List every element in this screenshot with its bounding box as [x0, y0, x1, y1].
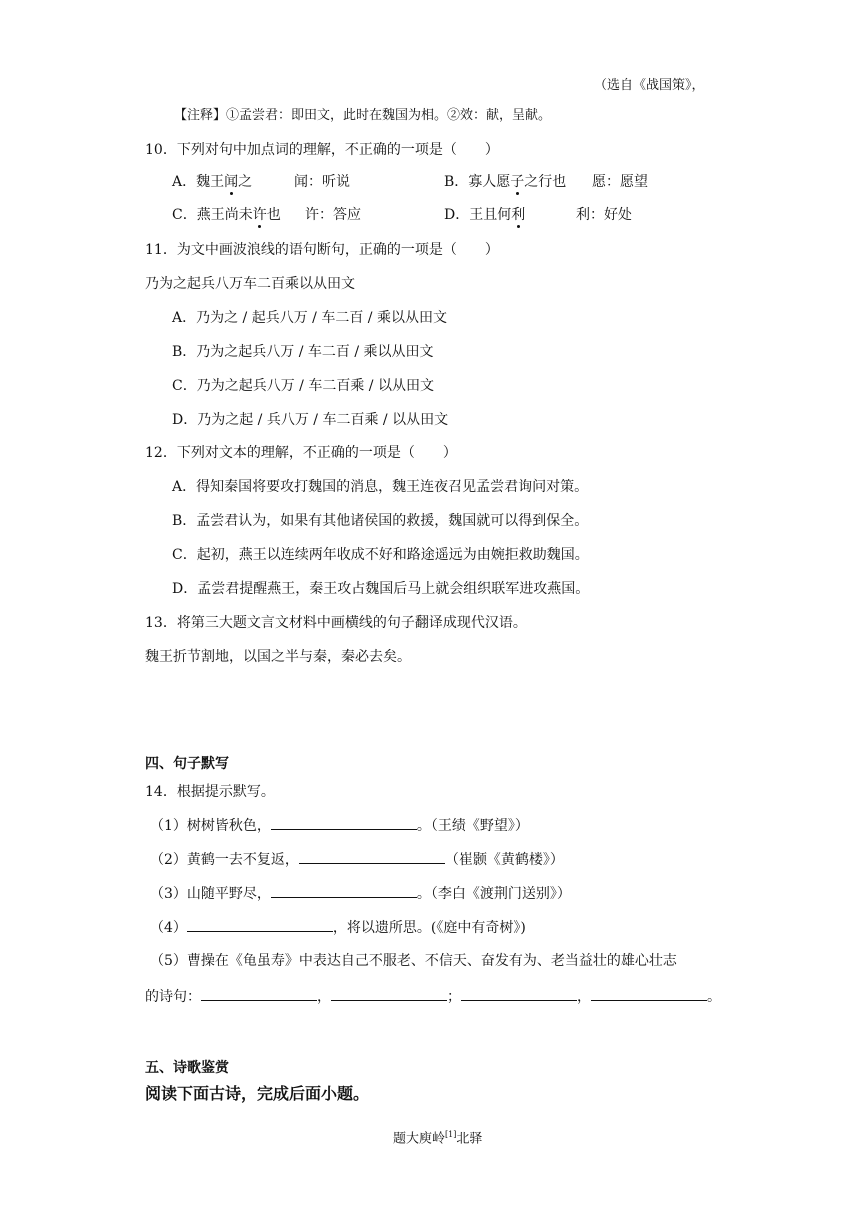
punctuation: ， — [577, 989, 591, 1005]
q10-option-d — [444, 205, 525, 225]
q10-c-dotted-word: 许 — [252, 207, 267, 223]
answer-blank[interactable] — [461, 986, 577, 1001]
dictation-item-4 — [150, 917, 526, 938]
item-4-source: ，将以遗所思。(《庭中有奇树》) — [332, 920, 526, 936]
poem-title-part-1: 题大庾岭 — [393, 1131, 446, 1147]
q10-option-d-gloss: 利：好处 — [576, 207, 632, 223]
q10-a-text-2: 之 — [238, 174, 253, 190]
item-3-prompt: （3）山随平野尽， — [150, 886, 271, 902]
q12-option-b: B．孟尝君认为，如果有其他诸侯国的救援，魏国就可以得到保全。 — [172, 513, 589, 529]
punctuation: ， — [317, 989, 331, 1005]
q10-option-c — [172, 205, 281, 225]
dictation-item-5-line1: （5）曹操在《龟虽寿》中表达自己不服老、不信天、奋发有为、老当益壮的雄心壮志 — [150, 953, 677, 969]
answer-blank[interactable] — [201, 986, 317, 1001]
punctuation: ； — [447, 989, 461, 1005]
section-5-intro: 阅读下面古诗，完成后面小题。 — [145, 1084, 370, 1103]
item-1-source: 。（王绩《野望》） — [416, 818, 529, 834]
q10-b-text-2: 之行也 — [524, 174, 567, 190]
answer-blank[interactable] — [271, 883, 417, 898]
q10-c-text-1: C．燕王尚未 — [172, 207, 253, 223]
item-5-prompt: 的诗句： — [145, 989, 201, 1005]
footnote-marker: [1] — [445, 1130, 457, 1139]
poem-title-part-2: 北驿 — [456, 1131, 483, 1147]
answer-blank[interactable] — [187, 917, 333, 932]
q11-option-a: A．乃为之 / 起兵八万 / 车二百 / 乘以从田文 — [172, 310, 447, 326]
item-4-prompt: （4） — [150, 920, 187, 936]
item-2-prompt: （2）黄鹤一去不复返， — [150, 852, 299, 868]
question-13-sentence: 魏王折节割地，以国之半与秦，秦必去矣。 — [145, 649, 411, 665]
question-11-sentence: 乃为之起兵八万车二百乘以从田文 — [145, 276, 355, 292]
q10-b-dotted-word: 子 — [510, 174, 525, 190]
item-1-prompt: （1）树树皆秋色， — [150, 818, 271, 834]
q12-option-d: D．孟尝君提醒燕王，秦王攻占魏国后马上就会组织联军进攻燕国。 — [172, 581, 590, 597]
punctuation: 。 — [707, 989, 721, 1005]
answer-blank[interactable] — [271, 815, 417, 830]
q10-option-b — [444, 172, 566, 192]
dictation-item-5-line2 — [145, 986, 721, 1007]
q10-c-text-2: 也 — [266, 207, 281, 223]
q10-option-c-gloss: 许：答应 — [305, 207, 361, 223]
q10-a-text-1: A．魏王 — [172, 174, 225, 190]
q10-d-dotted-word: 利 — [511, 207, 526, 223]
q10-option-a — [172, 172, 252, 192]
item-2-source: （崔颢《黄鹤楼》） — [444, 852, 564, 868]
question-14-stem: 14．根据提示默写。 — [145, 784, 275, 800]
q12-option-c: C．起初，燕王以连续两年收成不好和路途遥远为由婉拒救助魏国。 — [172, 547, 589, 563]
q12-option-a: A．得知秦国将要攻打魏国的消息，魏王连夜召见孟尝君询问对策。 — [172, 479, 589, 495]
q10-option-a-gloss: 闻：听说 — [294, 174, 350, 190]
q11-option-d: D．乃为之起 / 兵八万 / 车二百乘 / 以从田文 — [172, 412, 449, 428]
question-12-stem: 12．下列对文本的理解，不正确的一项是（ ） — [145, 445, 457, 461]
source-citation: （选自《战国策》， — [594, 78, 705, 93]
q10-a-dotted-word: 闻 — [224, 174, 239, 190]
section-4-heading: 四、句子默写 — [145, 756, 229, 772]
q10-d-text-1: D．王且何 — [444, 207, 512, 223]
dictation-item-3 — [150, 883, 571, 904]
question-11-stem: 11．为文中画波浪线的语句断句，正确的一项是（ ） — [145, 242, 499, 258]
q11-option-b: B．乃为之起兵八万 / 车二百 / 乘以从田文 — [172, 344, 434, 360]
dictation-item-2 — [150, 849, 564, 870]
item-3-source: 。（李白《渡荆门送别》） — [416, 886, 571, 902]
q10-b-text-1: B．寡人愿 — [444, 174, 511, 190]
dictation-item-1 — [150, 815, 529, 836]
annotation-note: 【注释】①孟尝君：即田文，此时在魏国为相。②效：献，呈献。 — [174, 108, 552, 123]
question-10-stem: 10．下列对句中加点词的理解，不正确的一项是（ ） — [145, 142, 499, 158]
answer-blank[interactable] — [331, 986, 447, 1001]
section-5-heading: 五、诗歌鉴赏 — [145, 1060, 229, 1076]
poem-title — [393, 1125, 482, 1149]
q11-option-c: C．乃为之起兵八万 / 车二百乘 / 以从田文 — [172, 378, 434, 394]
answer-blank[interactable] — [299, 849, 445, 864]
q10-option-b-gloss: 愿：愿望 — [592, 174, 648, 190]
answer-blank[interactable] — [591, 986, 707, 1001]
question-13-stem: 13．将第三大题文言文材料中画横线的句子翻译成现代汉语。 — [145, 615, 527, 631]
